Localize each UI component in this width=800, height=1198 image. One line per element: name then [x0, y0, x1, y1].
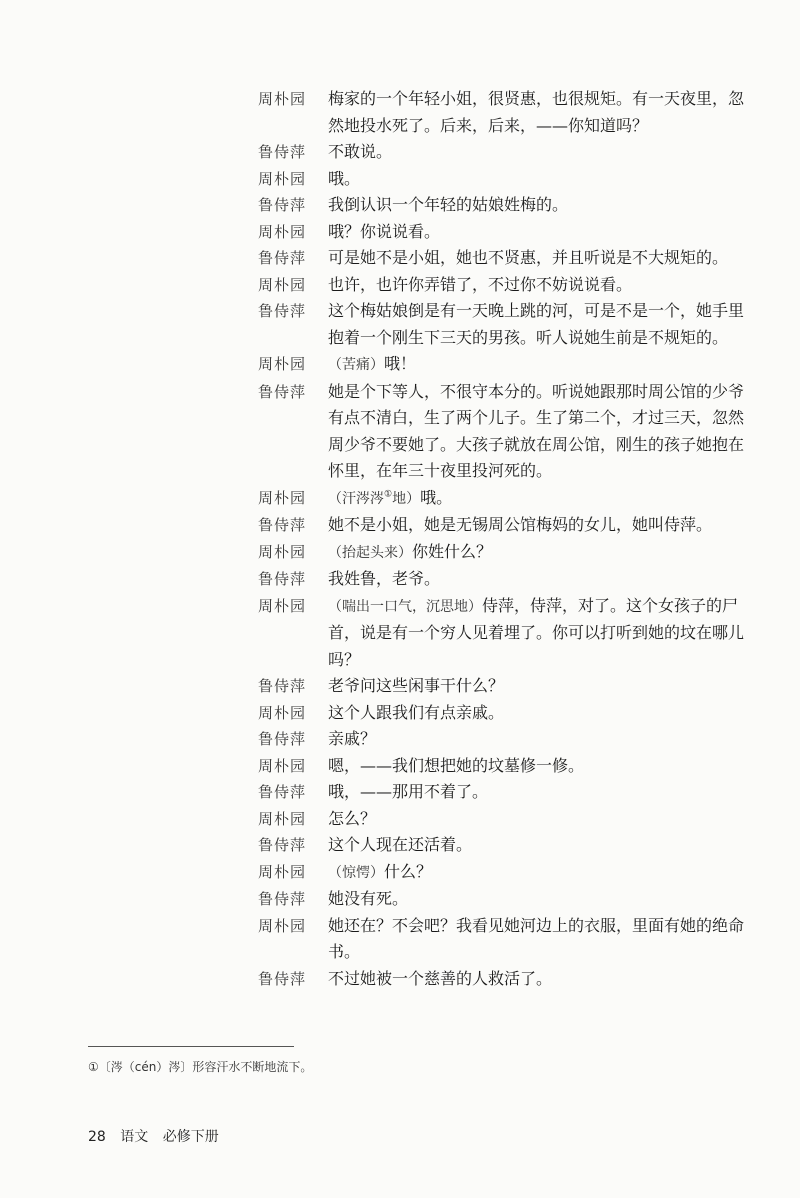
- footnote: ①〔涔（cén）涔〕形容汗水不断地流下。: [88, 1060, 313, 1074]
- dialogue-line: [258, 753, 758, 780]
- speaker-name: 鲁侍萍: [258, 836, 307, 854]
- dialogue-line: [258, 913, 758, 966]
- line-text: 我倒认识一个年轻的姑娘姓梅的。: [328, 195, 569, 214]
- dialogue-line: [258, 351, 758, 379]
- speech-text: [328, 673, 758, 700]
- dialogue-line: [258, 779, 758, 806]
- speech-text: [328, 753, 758, 780]
- speaker-name: 周朴园: [258, 862, 307, 881]
- speech-text: [328, 806, 758, 833]
- page-footer: [88, 1126, 219, 1146]
- line-text: 哦？你说说看。: [328, 221, 441, 241]
- line-text: 哦。: [420, 487, 453, 507]
- line-text: 这个人跟我们有点亲戚。: [328, 702, 505, 722]
- speaker-name: 鲁侍萍: [258, 143, 307, 161]
- speech-text: [328, 859, 758, 887]
- dialogue-line: [258, 485, 758, 513]
- speech-text: [328, 913, 758, 966]
- dialogue-line: [258, 673, 758, 700]
- speaker-name: 鲁侍萍: [258, 730, 307, 748]
- page-number: 28: [88, 1129, 106, 1145]
- speaker-name: 周朴园: [258, 596, 307, 615]
- speaker-name: 鲁侍萍: [258, 570, 307, 588]
- speaker-name: 周朴园: [258, 222, 307, 241]
- speech-text: [328, 966, 758, 993]
- line-text: 怎么？: [328, 808, 377, 828]
- speaker-name: 周朴园: [258, 809, 307, 828]
- dialogue-line: [258, 192, 758, 219]
- speech-text: [328, 593, 758, 674]
- line-text: 这个梅姑娘倒是有一天晚上跳的河，可是不是一个，她手里抱着一个刚生下三天的男孩。听人说她生前是不规矩的。: [328, 301, 745, 347]
- line-text: 她还在？不会吧？我看见她河边上的衣服，里面有她的绝命书。: [328, 915, 745, 961]
- speech-text: [328, 832, 758, 859]
- speaker-name: 周朴园: [258, 703, 307, 722]
- dialogue: [258, 86, 758, 992]
- speaker-name: 鲁侍萍: [258, 196, 307, 214]
- speech-text: [328, 566, 758, 593]
- speech-text: [328, 298, 758, 351]
- speech-text: [328, 539, 758, 567]
- speaker-name: 周朴园: [258, 275, 307, 294]
- speaker-name: 鲁侍萍: [258, 783, 307, 801]
- dialogue-line: [258, 379, 758, 485]
- speech-text: [328, 512, 758, 539]
- speaker-name: 鲁侍萍: [258, 382, 307, 401]
- line-text: 哦。: [328, 168, 361, 188]
- dialogue-line: [258, 219, 758, 246]
- line-text: 也许，也许你弄错了，不过你不妨说说看。: [328, 274, 633, 294]
- line-text: 梅家的一个年轻小姐，很贤惠，也很规矩。有一天夜里，忽然地投水死了。后来，后来，——你知道吗？: [328, 89, 745, 135]
- dialogue-line: [258, 86, 758, 139]
- line-text: 我姓鲁，老爷。: [328, 569, 441, 588]
- line-text: 她不是小姐，她是无锡周公馆梅妈的女儿，她叫侍萍。: [328, 515, 713, 534]
- dialogue-line: [258, 806, 758, 833]
- speech-text: [328, 86, 758, 139]
- dialogue-line: [258, 298, 758, 351]
- speech-text: [328, 166, 758, 193]
- dialogue-line: [258, 139, 758, 166]
- dialogue-line: [258, 966, 758, 993]
- dialogue-line: [258, 832, 758, 859]
- stage-direction: （喘出一口气，沉思地）: [328, 598, 482, 615]
- speech-text: [328, 139, 758, 166]
- speech-text: [328, 272, 758, 299]
- speech-text: [328, 351, 758, 379]
- line-text: 哦！: [384, 354, 417, 373]
- speech-text: [328, 779, 758, 806]
- line-text: 什么？: [384, 861, 433, 881]
- dialogue-line: [258, 726, 758, 753]
- dialogue-line: [258, 566, 758, 593]
- line-text: 她没有死。: [328, 889, 409, 908]
- line-text: 老爷问这些闲事干什么？: [328, 676, 505, 695]
- dialogue-line: [258, 859, 758, 887]
- speaker-name: 鲁侍萍: [258, 249, 307, 267]
- dialogue-line: [258, 245, 758, 272]
- line-text: 亲戚？: [328, 729, 377, 748]
- dialogue-line: [258, 593, 758, 674]
- line-text: 哦，——那用不着了。: [328, 782, 489, 801]
- footnote-divider: [88, 1046, 294, 1047]
- line-text: 嗯，——我们想把她的坟墓修一修。: [328, 755, 585, 775]
- stage-direction: （惊愕）: [328, 864, 384, 881]
- book-title: 语文: [120, 1129, 149, 1145]
- speaker-name: 鲁侍萍: [258, 969, 307, 988]
- speaker-name: 鲁侍萍: [258, 302, 307, 320]
- stage-direction: （抬起头来）: [328, 544, 412, 561]
- speech-text: [328, 379, 758, 485]
- speech-text: [328, 700, 758, 727]
- speaker-name: 周朴园: [258, 756, 307, 775]
- speaker-name: 周朴园: [258, 169, 307, 188]
- line-text: 你姓什么？: [412, 541, 493, 561]
- stage-direction: （苦痛）: [328, 357, 384, 373]
- speaker-name: 鲁侍萍: [258, 890, 307, 908]
- dialogue-line: [258, 886, 758, 913]
- line-text: 侍萍，侍萍，对了。这个女孩子的尸首，说是有一个穷人见着埋了。你可以打听到她的坟在哪儿吗？: [328, 595, 745, 669]
- speaker-name: 周朴园: [258, 355, 307, 373]
- dialogue-line: [258, 539, 758, 567]
- line-text: 不过她被一个慈善的人救活了。: [328, 968, 553, 988]
- volume-title: 必修下册: [162, 1129, 219, 1145]
- speaker-name: 鲁侍萍: [258, 677, 307, 695]
- line-text: 这个人现在还活着。: [328, 835, 473, 854]
- speaker-name: 周朴园: [258, 90, 307, 108]
- speech-text: [328, 219, 758, 246]
- speech-text: [328, 886, 758, 913]
- speech-text: [328, 485, 758, 513]
- line-text: 不敢说。: [328, 142, 393, 161]
- dialogue-line: [258, 512, 758, 539]
- speech-text: [328, 726, 758, 753]
- stage-direction: 地）: [392, 490, 421, 507]
- footnote-marker: ①: [384, 489, 393, 500]
- speaker-name: 周朴园: [258, 916, 307, 935]
- speech-text: [328, 245, 758, 272]
- speech-text: [328, 192, 758, 219]
- line-text: 她是个下等人，不很守本分的。听说她跟那时周公馆的少爷有点不清白，生了两个儿子。生了第二个，才过三天，忽然周少爷不要她了。大孩子就放在周公馆，刚生的孩子她抱在怀里，在年三十夜里投河死的。: [328, 381, 745, 480]
- dialogue-line: [258, 166, 758, 193]
- speaker-name: 周朴园: [258, 542, 307, 561]
- dialogue-line: [258, 700, 758, 727]
- speaker-name: 周朴园: [258, 488, 307, 507]
- stage-direction: （汗涔涔: [328, 490, 384, 507]
- dialogue-line: [258, 272, 758, 299]
- line-text: 可是她不是小姐，她也不贤惠，并且听说是不大规矩的。: [328, 248, 729, 267]
- speaker-name: 鲁侍萍: [258, 516, 307, 534]
